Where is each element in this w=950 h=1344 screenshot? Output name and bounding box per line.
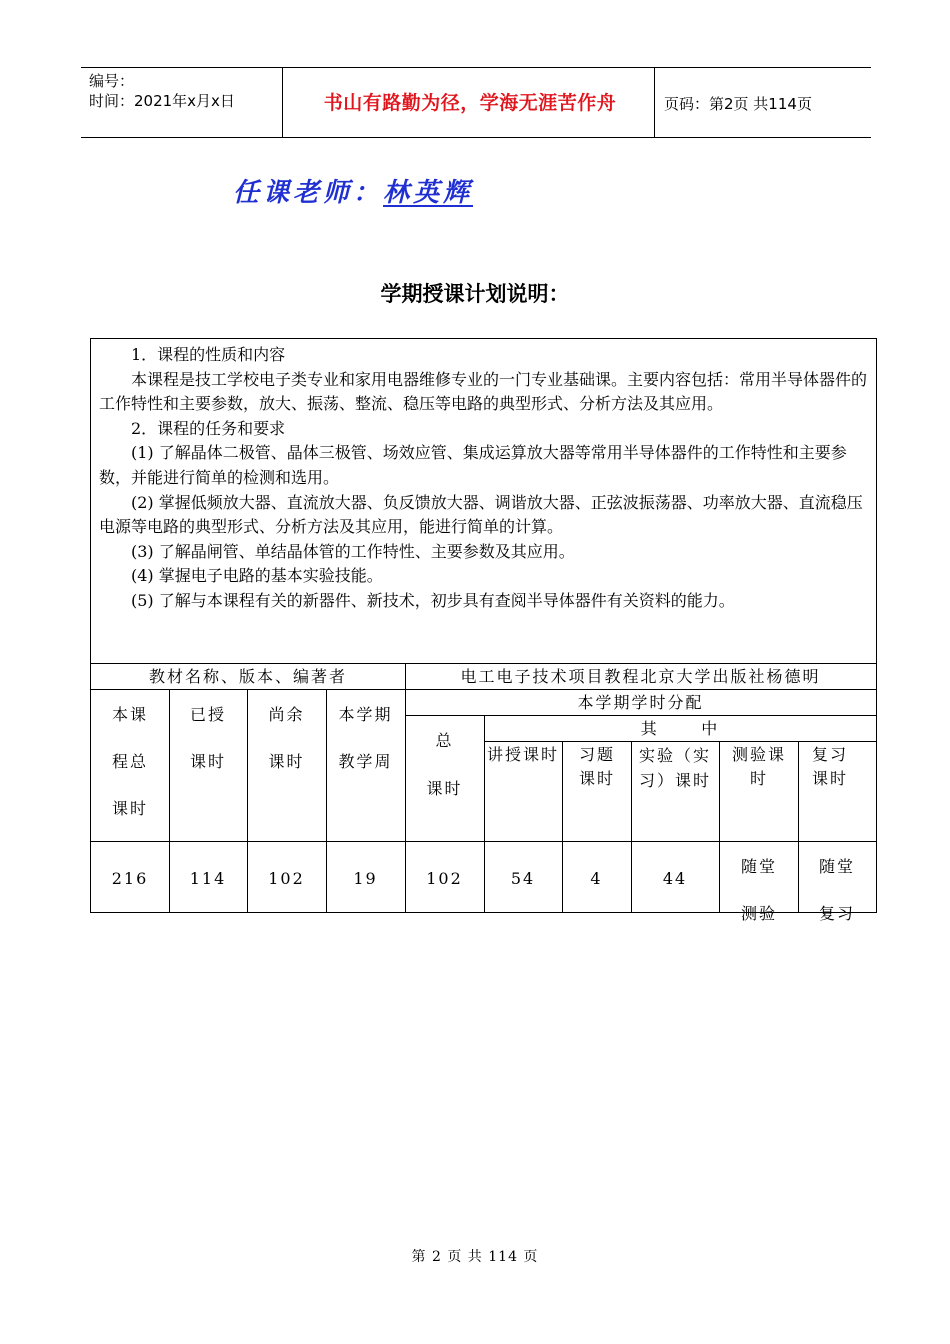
description-paragraph: (1) 了解晶体二极管、晶体三极管、场效应管、集成运算放大器等常用半导体器件的工作特性和主要参数，并能进行简单的检测和选用。: [99, 443, 847, 487]
description-paragraph: 1．课程的性质和内容: [131, 345, 286, 364]
time-label: 时间：2021年x月x日: [89, 92, 235, 110]
col-header-lecture: 讲授课时: [487, 745, 560, 764]
description-paragraph: (3) 了解晶闸管、单结晶体管的工作特性、主要参数及其应用。: [131, 541, 575, 561]
header-motto: 书山有路勤为径，学海无涯苦作舟: [323, 92, 617, 114]
number-label: 编号：: [89, 72, 135, 90]
teacher-line: [233, 172, 473, 209]
col-header-total-hours: 本课 程总 课时: [111, 705, 148, 818]
description-paragraph: (5) 了解与本课程有关的新器件、新技术，初步具有查阅半导体器件有关资料的能力。: [131, 590, 735, 610]
table-rule: [91, 663, 876, 664]
value-sum-hours: 102: [426, 869, 463, 888]
description-paragraph: 本课程是技工学校电子类专业和家用电器维修专业的一门专业基础课。主要内容包括：常用半导体器件的工作特性和主要参数，放大、振荡、整流、稳压等电路的典型形式、分析方法及其应用。: [99, 369, 868, 414]
textbook-label: 教材名称、版本、编著者: [148, 667, 347, 686]
col-header-taught-hours: 已授 课时: [189, 705, 226, 771]
col-header-review: 复习课时: [811, 745, 848, 788]
page-title: 学期授课计划说明：: [380, 282, 570, 306]
document-header: [81, 67, 871, 138]
table-rule: [91, 689, 876, 690]
teacher-name: 林英辉: [383, 178, 474, 208]
description-paragraph: (4) 掌握电子电路的基本实验技能。: [131, 566, 383, 586]
col-header-lab: 实验（实习）课时: [639, 746, 712, 790]
value-lecture: 54: [510, 869, 536, 888]
among-header: 其 中: [640, 719, 720, 738]
course-description: [91, 339, 876, 663]
header-meta: [89, 71, 235, 111]
value-exercise: 4: [590, 869, 603, 888]
value-review: 随堂复习: [818, 857, 855, 923]
value-lab: 44: [662, 869, 688, 888]
value-taught-hours: 114: [189, 869, 227, 888]
col-header-sum-hours: 总 课时: [426, 731, 463, 798]
table-rule: [719, 741, 720, 912]
page-footer: 第 2 页 共 114 页: [411, 1249, 539, 1265]
description-paragraph: (2) 掌握低频放大器、直流放大器、负反馈放大器、调谐放大器、正弦波振荡器、功率放大器、直流稳压电源等电路的典型形式、分析方法及其应用，能进行简单的计算。: [99, 492, 863, 537]
table-rule: [405, 715, 876, 716]
col-header-test: 测验课时: [731, 745, 786, 788]
teacher-label: 任课老师：: [233, 178, 384, 208]
distribution-header: 本学期学时分配: [577, 693, 704, 712]
header-page-info: 页码：第2页 共114页: [664, 95, 812, 113]
plan-table: [90, 338, 877, 923]
value-test: 随堂测验: [740, 857, 777, 923]
header-divider: [282, 68, 283, 137]
col-header-remaining-hours: 尚余 课时: [268, 705, 305, 771]
description-paragraph: 2．课程的任务和要求: [131, 418, 286, 438]
col-header-exercise: 习题课时: [578, 745, 615, 788]
table-rule: [798, 741, 799, 912]
value-remaining-hours: 102: [268, 869, 305, 888]
value-teaching-weeks: 19: [353, 869, 378, 888]
textbook-value: 电工电子技术项目教程北京大学出版社杨德明: [460, 667, 821, 686]
col-header-teaching-weeks: 本学期 教学周: [338, 705, 393, 771]
table-rule: [484, 741, 876, 742]
value-total-hours: 216: [111, 869, 149, 888]
